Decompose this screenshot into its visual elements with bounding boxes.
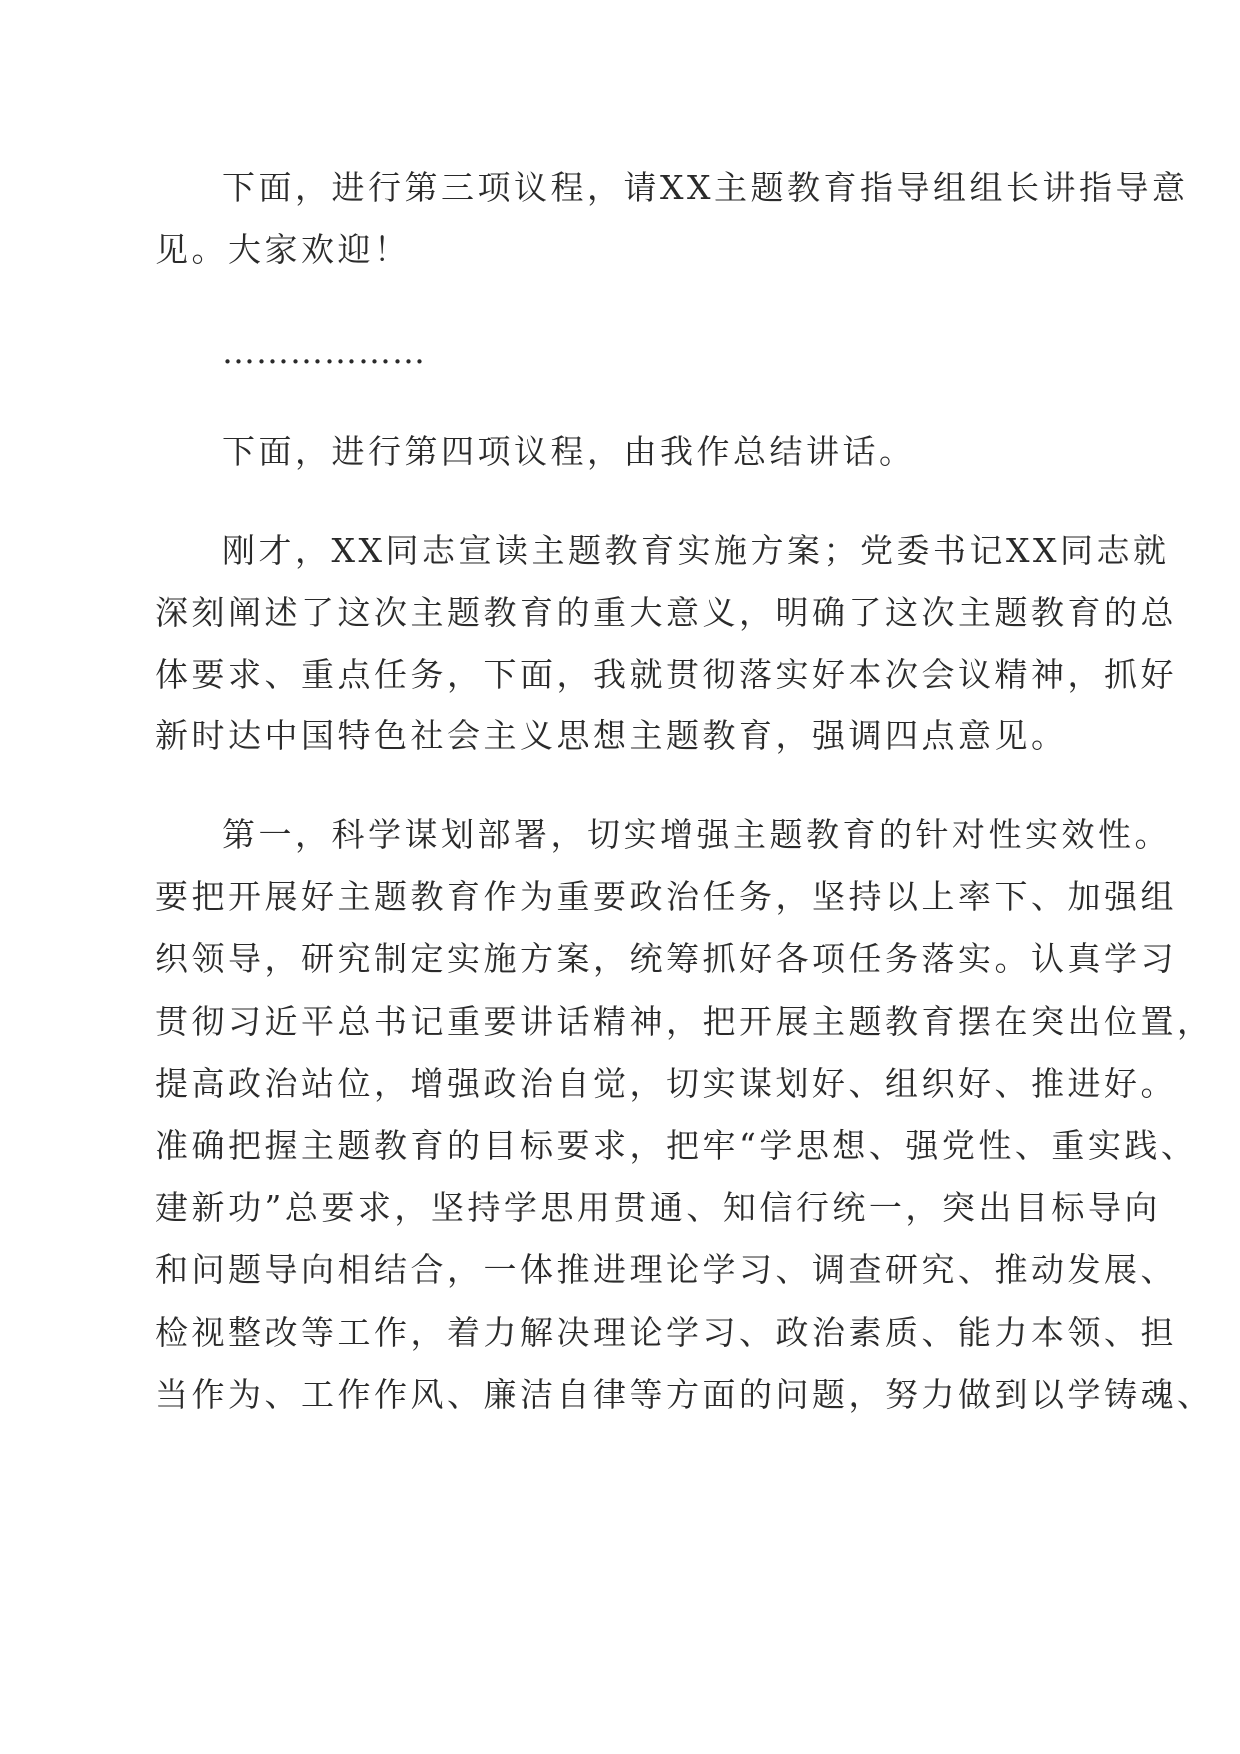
paragraph-4-line-3: 体要求、重点任务，下面，我就贯彻落实好本次会议精神，抓好	[155, 655, 1177, 694]
paragraph-4-line-2: 深刻阐述了这次主题教育的重大意义，明确了这次主题教育的总	[155, 593, 1177, 632]
paragraph-5-line-7: 建新功”总要求，坚持学思用贯通、知信行统一，突出目标导向	[155, 1188, 1161, 1227]
paragraph-5-line-5: 提高政治站位，增强政治自觉，切实谋划好、组织好、推进好。	[155, 1064, 1177, 1103]
paragraph-5-line-9: 检视整改等工作，着力解决理论学习、政治素质、能力本领、担	[155, 1313, 1177, 1352]
paragraph-3-line-1: 下面，进行第四项议程，由我作总结讲话。	[222, 432, 916, 471]
ellipsis-line: ………………	[222, 332, 426, 371]
paragraph-5-line-2: 要把开展好主题教育作为重要政治任务，坚持以上率下、加强组	[155, 877, 1177, 916]
paragraph-5-line-1: 第一，科学谋划部署，切实增强主题教育的针对性实效性。	[222, 815, 1171, 854]
paragraph-5-line-3: 织领导，研究制定实施方案，统筹抓好各项任务落实。认真学习	[155, 939, 1177, 978]
paragraph-5-line-6: 准确把握主题教育的目标要求，把牢“学思想、强党性、重实践、	[155, 1126, 1198, 1165]
paragraph-1-line-1: 下面，进行第三项议程，请XX主题教育指导组组长讲指导意	[222, 168, 1189, 207]
paragraph-5-line-8: 和问题导向相结合，一体推进理论学习、调查研究、推动发展、	[155, 1250, 1177, 1289]
paragraph-1-line-2: 见。大家欢迎！	[155, 230, 411, 269]
paragraph-4-line-4: 新时达中国特色社会主义思想主题教育，强调四点意见。	[155, 716, 1068, 755]
paragraph-4-line-1: 刚才，XX同志宣读主题教育实施方案；党委书记XX同志就	[222, 531, 1170, 570]
paragraph-5-line-10: 当作为、工作作风、廉洁自律等方面的问题，努力做到以学铸魂、	[155, 1375, 1214, 1414]
paragraph-5-line-4: 贯彻习近平总书记重要讲话精神，把开展主题教育摆在突出位置，	[155, 1002, 1214, 1041]
